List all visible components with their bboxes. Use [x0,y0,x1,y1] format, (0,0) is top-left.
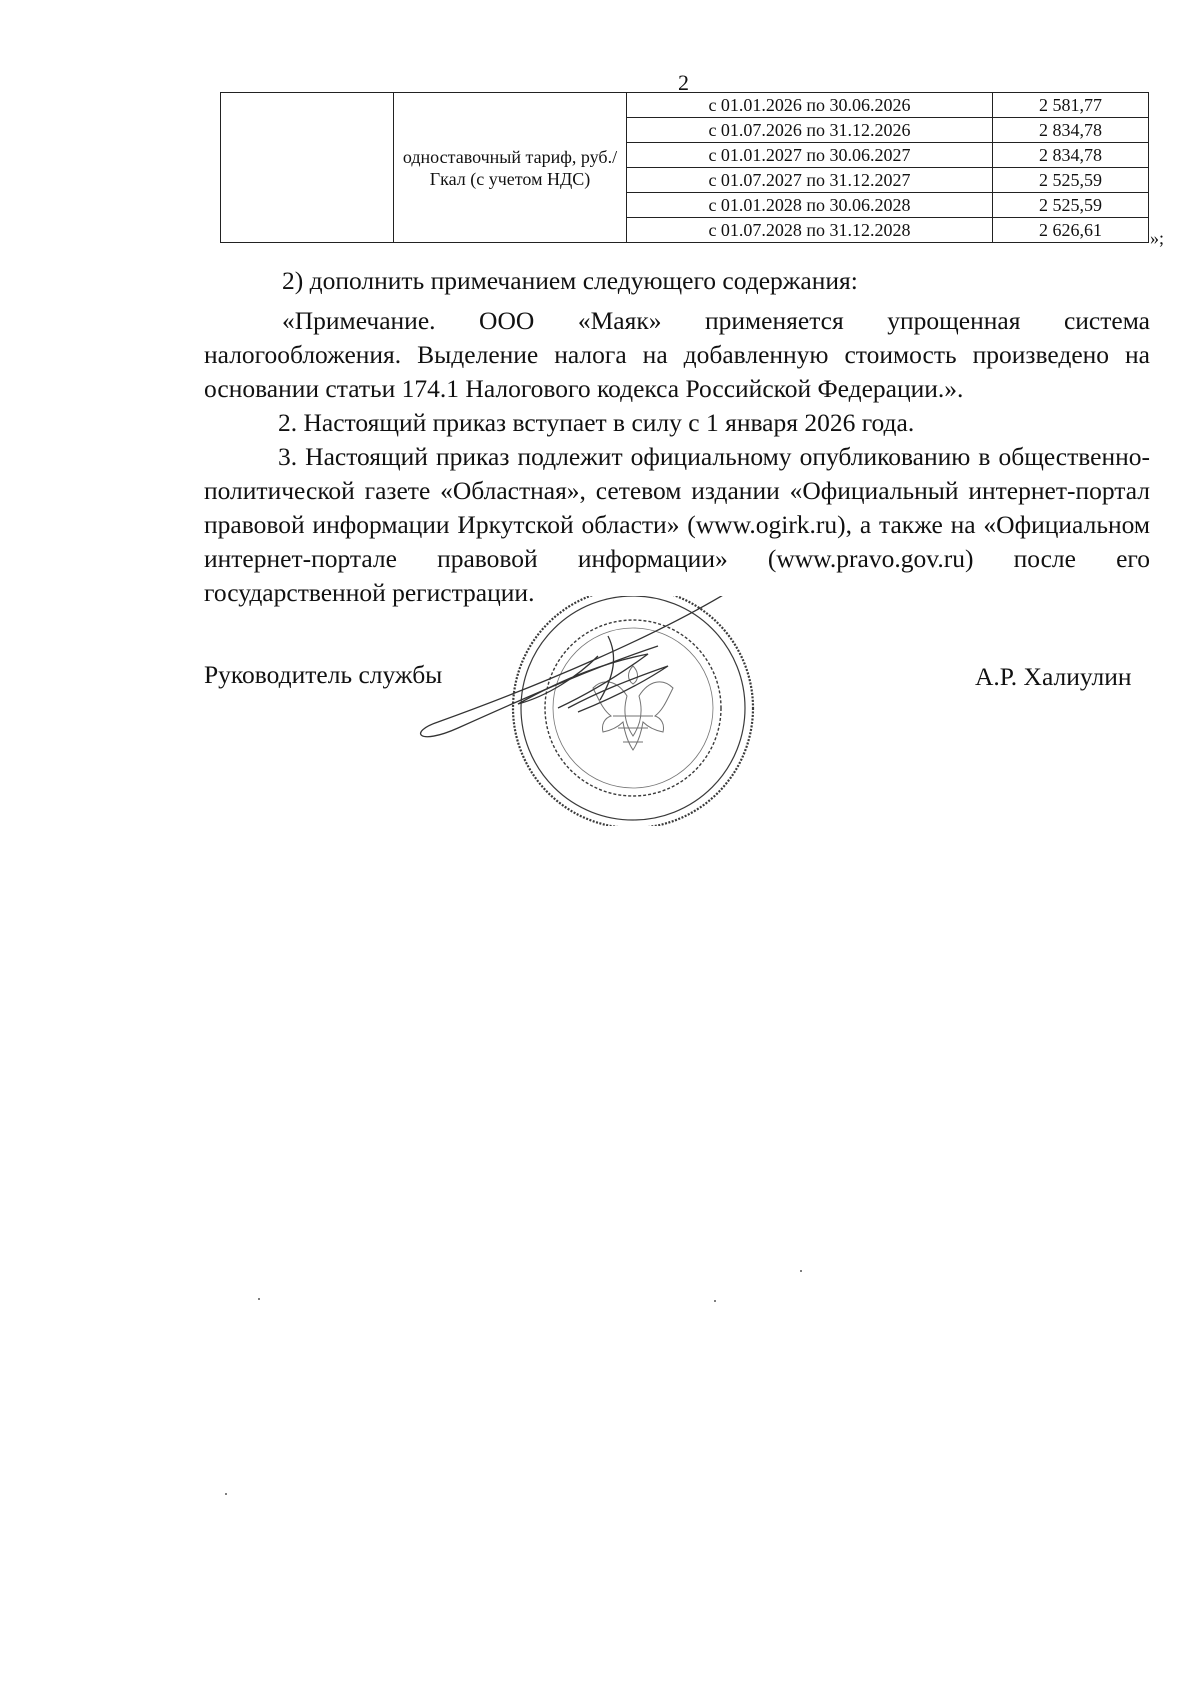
period-cell: с 01.01.2027 по 30.06.2027 [627,143,993,168]
official-seal [418,596,823,826]
scan-artifact [714,1300,716,1302]
value-cell: 2 525,59 [993,168,1149,193]
value-cell: 2 834,78 [993,118,1149,143]
document-body [204,264,1150,610]
value-cell: 2 834,78 [993,143,1149,168]
note-paragraph: «Примечание. ООО «Маяк» применяется упрощенная система налогообложения. Выделение налога на добавленную стоимость произведено на основании статьи 174.1 Налогового кодекса Российской Федерации.». [204,306,1150,403]
scan-artifact [225,1493,227,1495]
seal-outer-ring [513,596,753,826]
tariff-description: одноставочный тариф, руб./Гкал (с учетом НДС) [394,93,627,243]
page-number: 2 [678,70,689,95]
table-row [221,93,1149,118]
period-cell: с 01.07.2028 по 31.12.2028 [627,218,993,243]
seal-middle-ring [521,596,745,820]
amendment-item: 2) дополнить примечанием следующего содержания: [282,266,858,295]
value-cell: 2 581,77 [993,93,1149,118]
scan-artifact [800,1270,802,1272]
value-cell: 2 525,59 [993,193,1149,218]
period-cell: с 01.07.2026 по 31.12.2026 [627,118,993,143]
seal-inner-ring [545,620,721,796]
period-cell: с 01.01.2028 по 30.06.2028 [627,193,993,218]
signatory-title: Руководитель службы [204,660,443,689]
period-cell: с 01.01.2026 по 30.06.2026 [627,93,993,118]
point-3-paragraph: 3. Настоящий приказ подлежит официальному опубликованию в общественно-политической газете «Областная», сетевом издании «Официальный интернет-портал правовой информации Иркутской области» (www.ogirk.ru), а также на «Официальном интернет-портале правовой информации» (www.pravo.gov.ru) после его государственной регистрации. [204,442,1150,607]
signatory-name: А.Р. Халиулин [975,662,1132,691]
scan-artifact [258,1298,260,1300]
empty-cell [221,93,394,243]
closing-quote: »; [1150,228,1165,248]
period-cell: с 01.07.2027 по 31.12.2027 [627,168,993,193]
tariff-table [220,92,1149,243]
handwritten-signature [421,596,738,737]
point-2-paragraph: 2. Настоящий приказ вступает в силу с 1 января 2026 года. [278,408,915,437]
value-cell: 2 626,61 [993,218,1149,243]
